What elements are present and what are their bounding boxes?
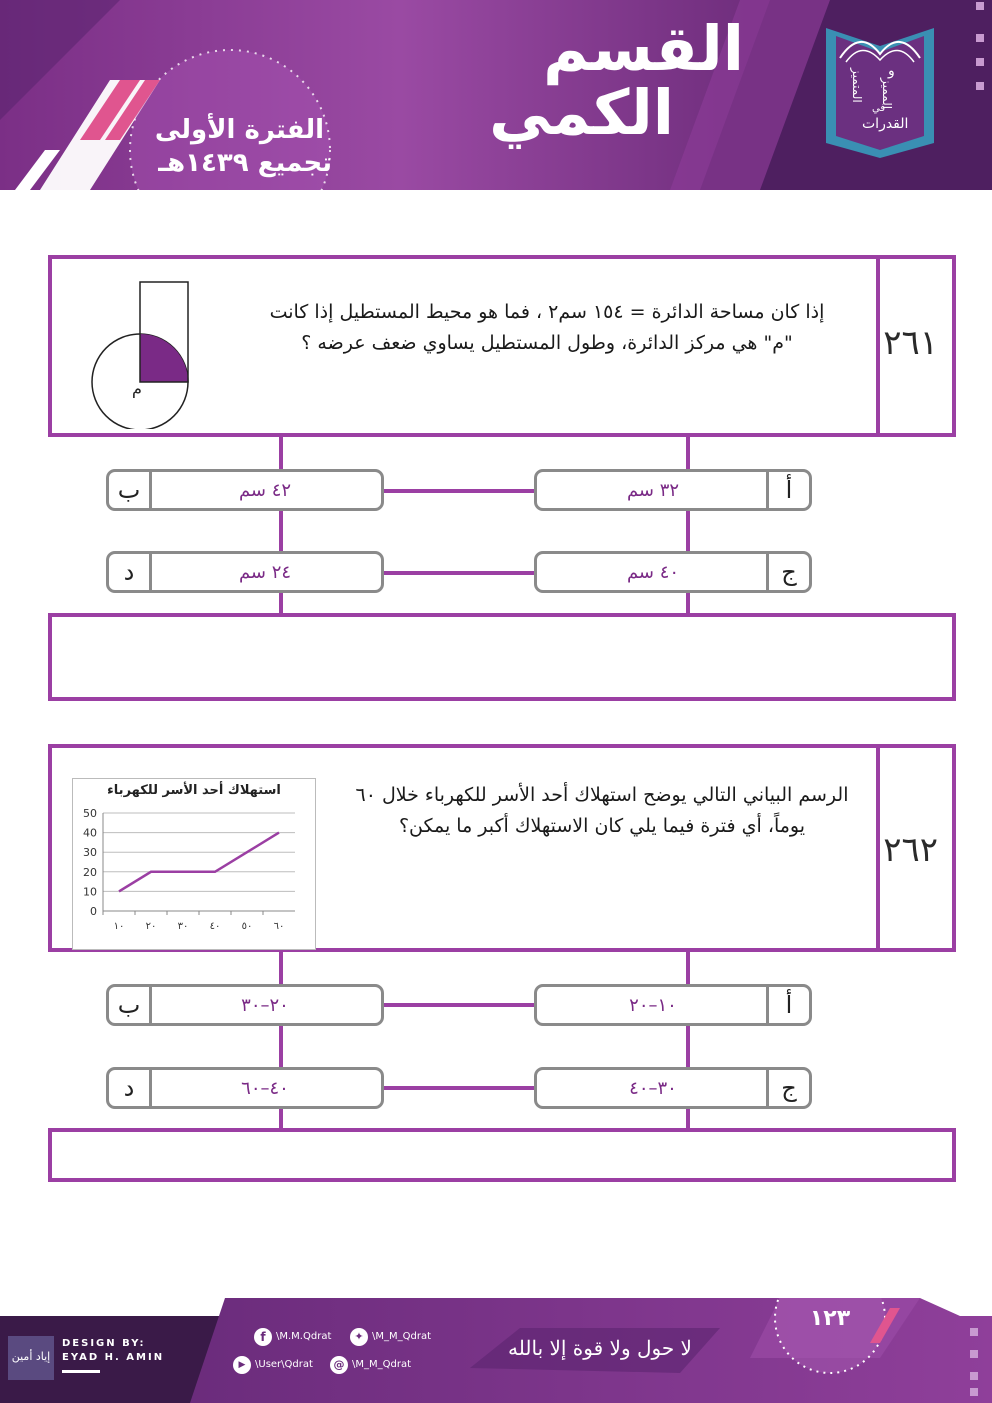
calligraphy-text: لا حول ولا قوة إلا بالله [508, 1336, 692, 1360]
option-value: ٤٠ سم [626, 561, 680, 583]
instagram-handle[interactable]: \M_M_Qdrat [352, 1359, 412, 1370]
option-letter: د [109, 554, 152, 590]
design-by-label: DESIGN BY: [62, 1338, 146, 1349]
designer-name: EYAD H. AMIN [62, 1352, 165, 1363]
connector-line [384, 571, 534, 575]
connector-line [384, 1086, 534, 1090]
twitter-icon[interactable]: ✦ [350, 1328, 368, 1346]
chart-y-tick-label: 20 [83, 865, 97, 879]
designer-signature: إياد أمين [11, 1350, 51, 1363]
facebook-icon[interactable]: f [254, 1328, 272, 1346]
page-header [0, 0, 992, 190]
option-letter: د [109, 1070, 152, 1106]
chart-series-line [119, 833, 279, 892]
question-261-text: إذا كان مساحة الدائرة = ١٥٤ سم٢ ، فما هو محيط المستطيل إذا كانت "م" هي مركز الدائرة، وطول المستطيل يساوي ضعف عرضه ؟ [269, 301, 825, 354]
twitter-handle[interactable]: \M_M_Qdrat [372, 1331, 432, 1342]
header-title-line1: القسم [543, 12, 744, 85]
chart-y-tick-label: 40 [83, 826, 97, 840]
brand-logo [820, 18, 940, 158]
chart-y-tick-label: 0 [90, 905, 97, 918]
option-c[interactable] [534, 551, 812, 593]
decorative-dots [970, 0, 992, 130]
youtube-icon[interactable]: ▶ [233, 1356, 251, 1374]
option-d[interactable] [106, 551, 384, 593]
question-number-divider [876, 259, 880, 433]
option-value: ٢٠–٣٠ [241, 994, 289, 1016]
logo-text-1: المميز [880, 78, 894, 110]
chart-x-tick-label: ٢٠ [145, 921, 157, 932]
chart-x-tick-label: ٥٠ [241, 921, 253, 932]
option-value: ٣٠–٤٠ [629, 1077, 677, 1099]
option-letter: ج [766, 554, 809, 590]
designer-underline [62, 1370, 100, 1373]
instagram-icon[interactable]: @ [330, 1356, 348, 1374]
chart-y-tick-label: 10 [83, 885, 97, 899]
question-262-box [48, 744, 956, 952]
option-value: ٤٢ سم [238, 479, 292, 501]
logo-text-3: المتميز [850, 68, 864, 103]
logo-text-4: في [872, 103, 886, 114]
facebook-handle[interactable]: \M.M.Qdrat [276, 1331, 332, 1342]
logo-text-5: القدرات [862, 116, 909, 132]
option-letter: أ [766, 987, 809, 1023]
answer-box-262[interactable] [48, 1128, 956, 1182]
option-letter: ب [109, 472, 152, 508]
question-number-divider [876, 748, 880, 948]
chart-x-tick-label: ٤٠ [209, 921, 221, 932]
option-b[interactable] [106, 984, 384, 1026]
chart-x-tick-label: ١٠ [113, 921, 125, 932]
chart-y-tick-label: 50 [83, 807, 97, 820]
header-title-line2: الكمي [489, 76, 674, 149]
option-value: ٤٠–٦٠ [241, 1077, 289, 1099]
option-value: ١٠–٢٠ [629, 994, 677, 1016]
option-value: ٣٢ سم [626, 479, 680, 501]
option-letter: ب [109, 987, 152, 1023]
question-261-number: ٢٦١ [883, 323, 938, 363]
question-262-text: الرسم البياني التالي يوضح استهلاك أحد الأسر للكهرباء خلال ٦٠ يوماً، أي فترة فيما يلي كان الاستهلاك أكبر ما يمكن؟ [355, 784, 849, 837]
option-letter: ج [766, 1070, 809, 1106]
connector-line [384, 1003, 534, 1007]
chart-x-tick-label: ٦٠ [273, 921, 285, 932]
option-value: ٢٤ سم [238, 561, 292, 583]
consumption-chart [72, 778, 316, 950]
chart-x-tick-label: ٣٠ [177, 921, 189, 932]
page-footer [0, 1298, 992, 1403]
youtube-handle[interactable]: \User\Qdrat [255, 1359, 313, 1370]
circle-rectangle-figure [88, 279, 200, 429]
logo-text-2: و [888, 63, 895, 79]
collection-label: تجميع ١٤٣٩هـ [158, 148, 332, 178]
question-261-box [48, 255, 956, 437]
option-c[interactable] [534, 1067, 812, 1109]
chart-title: استهلاك أحد الأسر للكهرباء [107, 783, 281, 798]
answer-box-261[interactable] [48, 613, 956, 701]
chart-y-tick-label: 30 [83, 846, 97, 860]
option-a[interactable] [534, 469, 812, 511]
option-a[interactable] [534, 984, 812, 1026]
option-d[interactable] [106, 1067, 384, 1109]
option-b[interactable] [106, 469, 384, 511]
page-number: ١٢٣ [809, 1306, 851, 1331]
decorative-dots [966, 1324, 986, 1400]
option-letter: أ [766, 472, 809, 508]
figure-center-label: م [132, 379, 142, 398]
connector-line [384, 489, 534, 493]
period-label: الفترة الأولى [154, 115, 324, 145]
chart-plot [73, 779, 315, 949]
question-262-number: ٢٦٢ [883, 830, 938, 870]
